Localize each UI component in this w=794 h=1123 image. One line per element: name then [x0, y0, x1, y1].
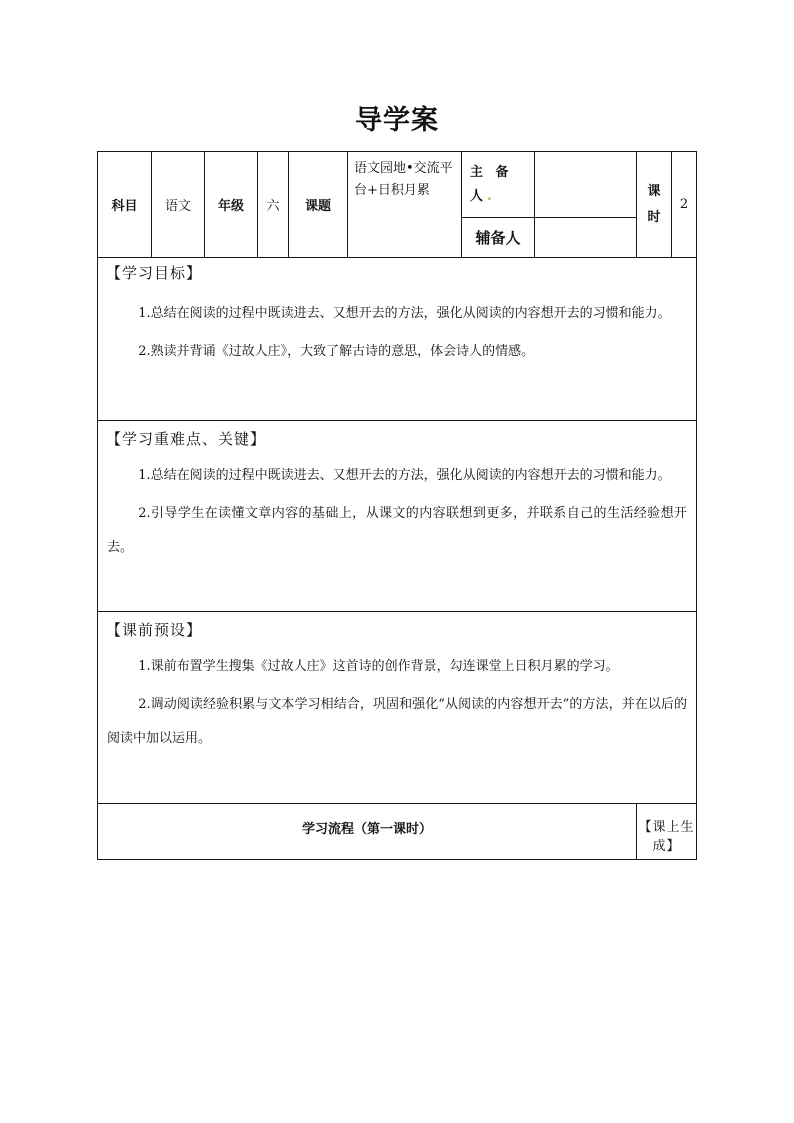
- objective-item: 1.总结在阅读的过程中既读进去、又想开去的方法，强化从阅读的内容想开去的习惯和能力。: [138, 306, 671, 321]
- lesson-plan-table: [97, 151, 697, 860]
- topic-label: 课题: [289, 152, 348, 258]
- key-points-section: [98, 421, 697, 612]
- periods-label: [637, 152, 672, 258]
- preview-heading: 【课前预设】: [106, 621, 203, 639]
- document-title: 导学案: [355, 105, 439, 136]
- topic-value: [348, 152, 462, 258]
- subject-value: 语文: [152, 152, 205, 258]
- preview-section: [98, 612, 697, 804]
- key-point-item: 1.总结在阅读的过程中既读进去、又想开去的方法，强化从阅读的内容想开去的习惯和能力。: [138, 468, 671, 483]
- learning-process-header: 学习流程（第一课时）: [98, 804, 637, 860]
- key-points-heading: 【学习重难点、关键】: [106, 430, 267, 448]
- periods-label-text: 课时: [647, 183, 661, 225]
- grade-label: 年级: [205, 152, 258, 258]
- objectives-heading: 【学习目标】: [106, 264, 203, 282]
- objective-item: 2.熟读并背诵《过故人庄》，大致了解古诗的意思，体会诗人的情感。: [138, 344, 535, 359]
- lead-preparer-label: [462, 152, 535, 218]
- in-class-generation-header: 【课上生成】: [637, 804, 697, 860]
- preview-item: 2.调动阅读经验积累与文本学习相结合，巩固和强化“从阅读的内容想开去”的方法，并在以后的阅读中加以运用。: [107, 697, 687, 746]
- lead-preparer-value: [535, 152, 637, 218]
- decorative-dot: .: [487, 188, 492, 204]
- assistant-preparer-value: [535, 218, 637, 258]
- lead-preparer-label-text: 主 备 人: [470, 164, 513, 204]
- topic-text: 语文园地•交流平台+日积月累: [354, 161, 453, 198]
- grade-value: 六: [258, 152, 289, 258]
- preview-item: 1.课前布置学生搜集《过故人庄》这首诗的创作背景，勾连课堂上日积月累的学习。: [138, 659, 619, 674]
- periods-value: 2: [672, 152, 697, 258]
- subject-label: 科目: [98, 152, 152, 258]
- assistant-preparer-label: 辅备人: [462, 218, 535, 258]
- objectives-section: [98, 258, 697, 421]
- key-point-item: 2.引导学生在读懂文章内容的基础上，从课文的内容联想到更多，并联系自己的生活经验想开去。: [107, 506, 687, 555]
